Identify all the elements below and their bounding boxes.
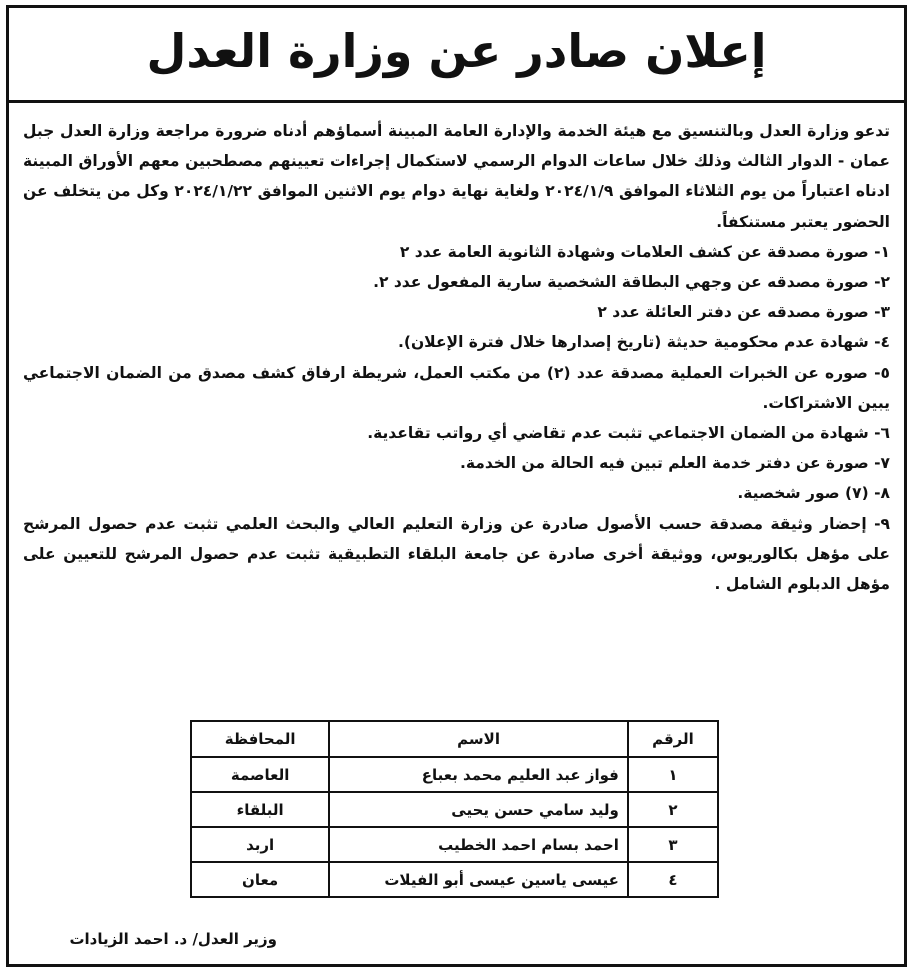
table-row <box>191 792 718 827</box>
table-row <box>191 757 718 792</box>
requirement-item: ٤- شهادة عدم محكومية حديثة (تاريخ إصدارها خلال فترة الإعلان). <box>397 333 890 352</box>
requirement-item: ٩- إحضار وثيقة مصدقة حسب الأصول صادرة عن وزارة التعليم العالي والبحث العلمي تثبت عدم حصول المرشح على مؤهل بكالوريوس، ووثيقة أخرى صادرة عن جامعة البلقاء التطبيقية تثبت عدم حصول المرشح للتعيين على مؤهل الدبلوم الشامل . <box>23 514 890 594</box>
requirement-item: ٦- شهادة من الضمان الاجتماعي تثبت عدم تقاضي أي رواتب تقاعدية. <box>367 424 890 443</box>
header-name: الاسم <box>329 721 628 757</box>
cell-governorate: العاصمة <box>191 757 329 792</box>
cell-governorate: البلقاء <box>191 792 329 827</box>
title-divider <box>9 100 904 103</box>
cell-name: عيسى ياسين عيسى أبو الفيلات <box>329 862 628 897</box>
table-header-row <box>191 721 718 757</box>
cell-name: وليد سامي حسن يحيى <box>329 792 628 827</box>
intro-paragraph: تدعو وزارة العدل وبالتنسيق مع هيئة الخدمة والإدارة العامة المبينة أسماؤهم أدناه ضرورة مراجعة وزارة العدل جبل عمان - الدوار الثالث وذلك خلال ساعات الدوام الرسمي لاستكمال إجراءات تعيينهم مصطحبين معهم الأوراق المبينة ادناه اعتباراً من يوم الثلاثاء الموافق ٢٠٢٤/١/٩ ولغاية نهاية دوام يوم الاثنين الموافق ٢٠٢٤/١/٢٢ وكل من يتخلف عن الحضور يعتبر مستنكفاً. <box>23 122 890 231</box>
requirement-item: ٥- صوره عن الخبرات العملية مصدقة عدد (٢) من مكتب العمل، شريطة ارفاق كشف مصدق من الضمان الاجتماعي يبين الاشتراكات. <box>23 363 890 412</box>
cell-governorate: معان <box>191 862 329 897</box>
cell-number: ٤ <box>628 862 718 897</box>
announcement-body <box>23 116 890 599</box>
requirement-item: ٨- (٧) صور شخصية. <box>737 484 890 503</box>
requirements-list <box>23 237 890 599</box>
cell-number: ٣ <box>628 827 718 862</box>
cell-number: ١ <box>628 757 718 792</box>
requirement-item: ١- صورة مصدقة عن كشف العلامات وشهادة الثانوية العامة عدد ٢ <box>399 242 890 261</box>
requirement-item: ٧- صورة عن دفتر خدمة العلم تبين فيه الحالة من الخدمة. <box>459 454 890 473</box>
table-row <box>191 827 718 862</box>
candidates-table <box>190 720 719 898</box>
cell-number: ٢ <box>628 792 718 827</box>
cell-governorate: اربد <box>191 827 329 862</box>
cell-name: احمد بسام احمد الخطيب <box>329 827 628 862</box>
requirement-item: ٣- صورة مصدقه عن دفتر العائلة عدد ٢ <box>597 303 890 322</box>
table-row <box>191 862 718 897</box>
header-governorate: المحافظة <box>191 721 329 757</box>
cell-name: فواز عبد العليم محمد بعباع <box>329 757 628 792</box>
header-number: الرقم <box>628 721 718 757</box>
announcement-title: إعلان صادر عن وزارة العدل <box>146 24 767 78</box>
announcement-frame <box>6 5 907 967</box>
minister-signature: وزير العدل/ د. احمد الزيادات <box>69 930 277 948</box>
requirement-item: ٢- صورة مصدقه عن وجهي البطاقة الشخصية سارية المفعول عدد ٢. <box>373 273 890 292</box>
